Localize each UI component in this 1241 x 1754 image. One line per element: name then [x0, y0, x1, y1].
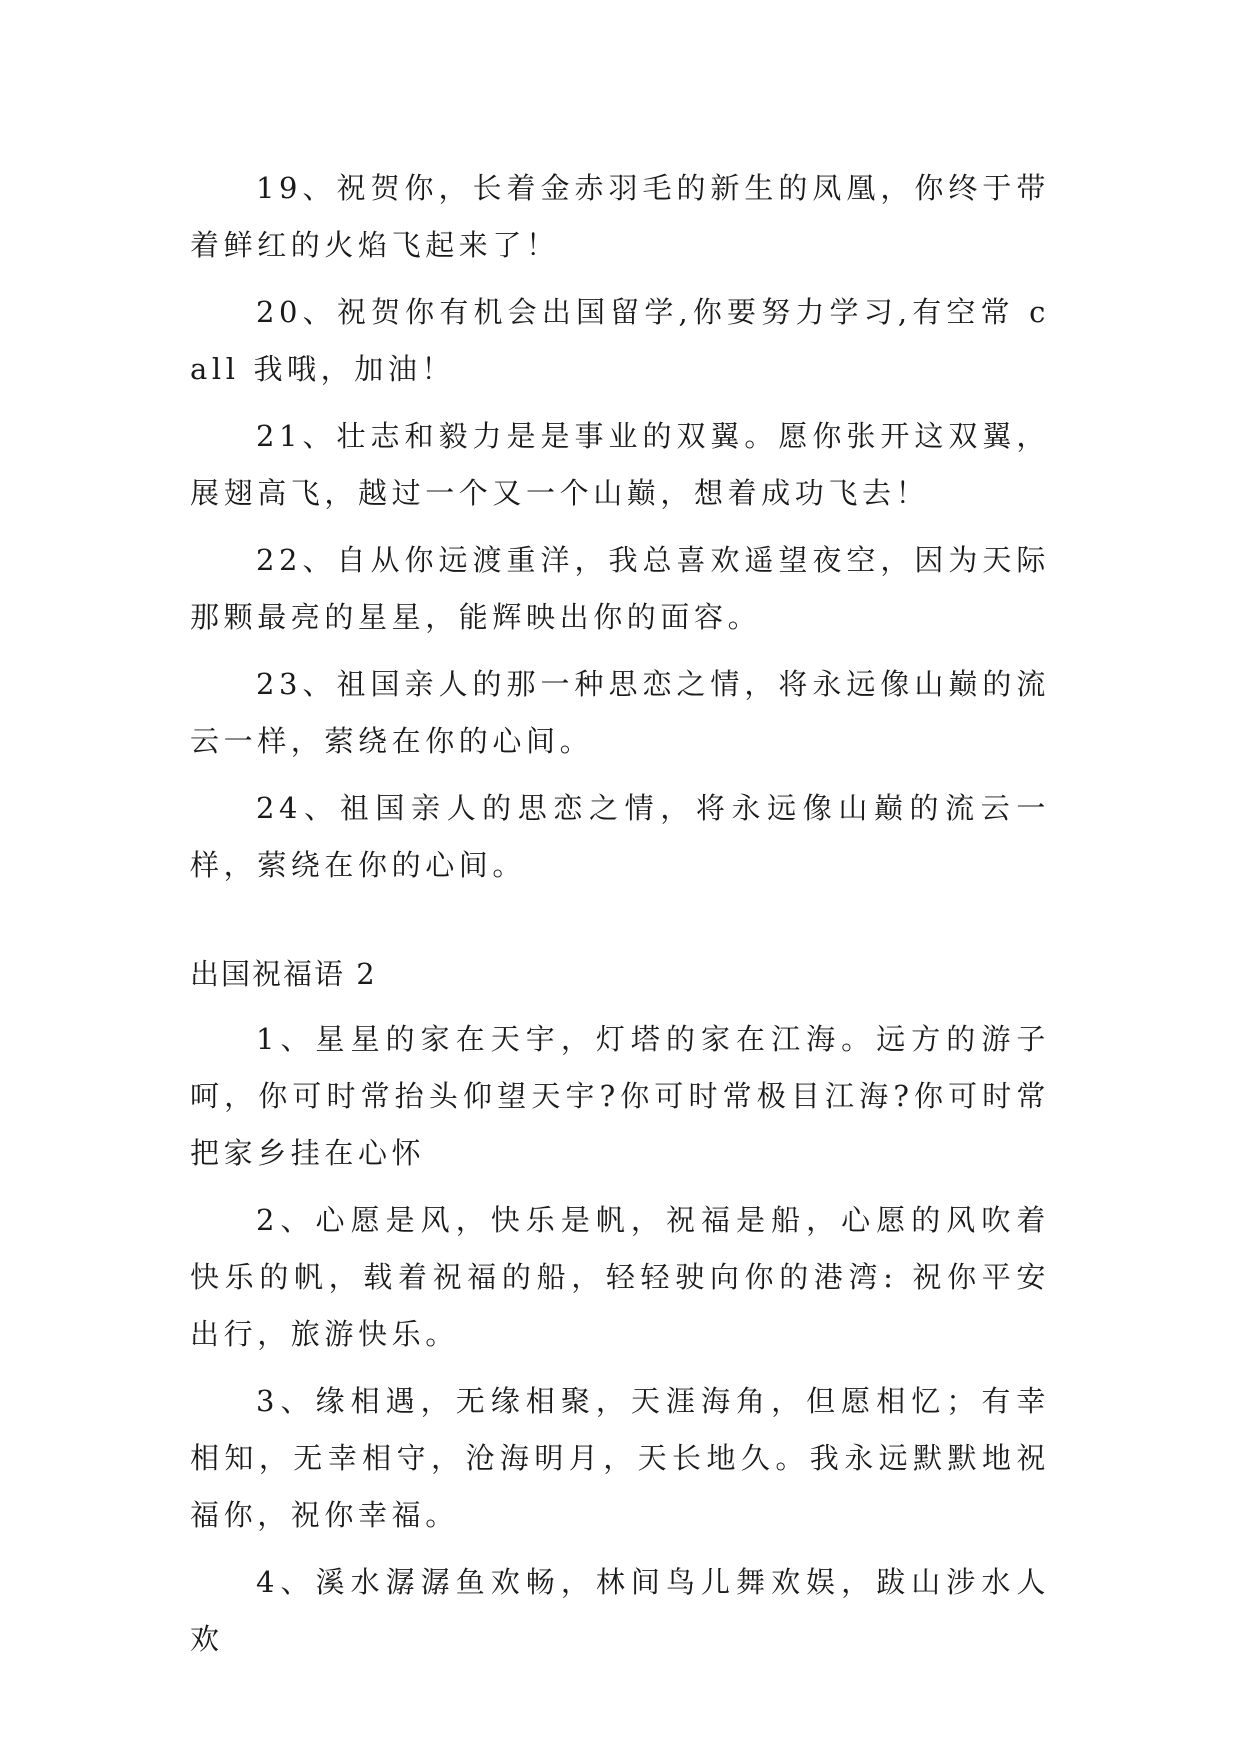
list-item: 3、缘相遇，无缘相聚，天涯海角，但愿相忆；有幸相知，无幸相守，沧海明月，天长地久。我永远默默地祝福你，祝你幸福。 [190, 1384, 1050, 1532]
document-body [190, 160, 1050, 1678]
list-item: 2、心愿是风，快乐是帆，祝福是船，心愿的风吹着快乐的帆，载着祝福的船，轻轻驶向你的港湾: 祝你平安出行，旅游快乐。 [190, 1203, 1050, 1351]
list-item: 21、壮志和毅力是是事业的双翼。愿你张开这双翼，展翅高飞，越过一个又一个山巅，想着成功飞去！ [190, 419, 1050, 510]
list-item: 20、祝贺你有机会出国留学,你要努力学习,有空常 call 我哦，加油！ [190, 295, 1050, 386]
list-item: 23、祖国亲人的那一种思恋之情，将永远像山巅的流云一样，萦绕在你的心间。 [190, 667, 1050, 758]
list-item: 19、祝贺你，长着金赤羽毛的新生的凤凰，你终于带着鲜红的火焰飞起来了！ [190, 171, 1050, 262]
list-item: 4、溪水潺潺鱼欢畅，林间鸟儿舞欢娱，跋山涉水人欢 [190, 1565, 1050, 1656]
section-heading: 出国祝福语 2 [190, 957, 377, 991]
list-item: 1、星星的家在天宇，灯塔的家在江海。远方的游子呵，你可时常抬头仰望天宇?你可时常极目江海?你可时常把家乡挂在心怀 [190, 1022, 1050, 1170]
list-item: 22、自从你远渡重洋，我总喜欢遥望夜空，因为天际那颗最亮的星星，能辉映出你的面容。 [190, 543, 1050, 634]
list-item: 24、祖国亲人的思恋之情，将永远像山巅的流云一样，萦绕在你的心间。 [190, 791, 1050, 882]
